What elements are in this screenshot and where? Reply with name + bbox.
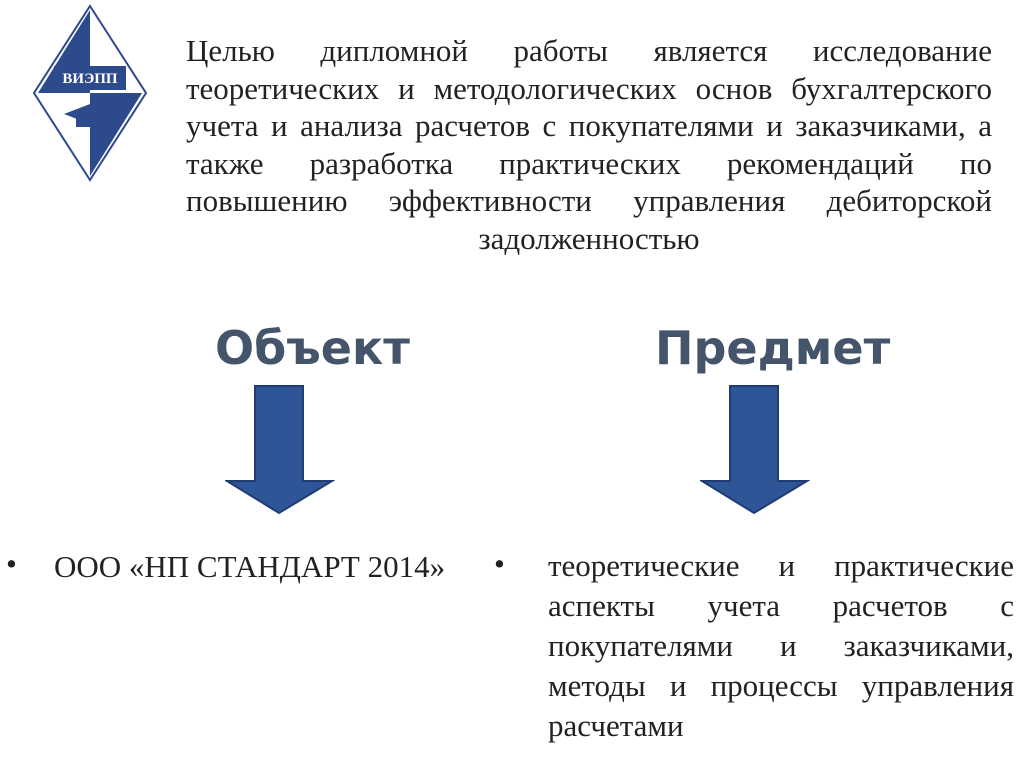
institute-logo xyxy=(32,4,148,182)
object-text: ООО «НП СТАНДАРТ 2014» xyxy=(54,549,446,584)
subject-down-arrow-icon xyxy=(700,385,810,515)
subject-text: теоретические и практические аспекты учета расчетов с покупателями и заказчиками, методы и процессы управления расчетами xyxy=(548,548,1014,743)
diamond-logo-icon xyxy=(32,4,148,182)
logo-label: ВИЭПП xyxy=(62,71,118,87)
subject-bullet: • xyxy=(494,546,505,581)
object-down-arrow-icon xyxy=(225,385,335,515)
object-heading: Объект xyxy=(215,321,410,375)
subject-heading: Предмет xyxy=(655,321,891,375)
goal-paragraph: Целью дипломной работы является исследование теоретических и методологических основ бухгалтерского учета и анализа расчетов с покупателями и заказчиками, а также разработка практических рекомендаций по повышению эффективности управления дебиторской задолженностью xyxy=(186,33,992,256)
object-bullet: • xyxy=(6,546,17,581)
